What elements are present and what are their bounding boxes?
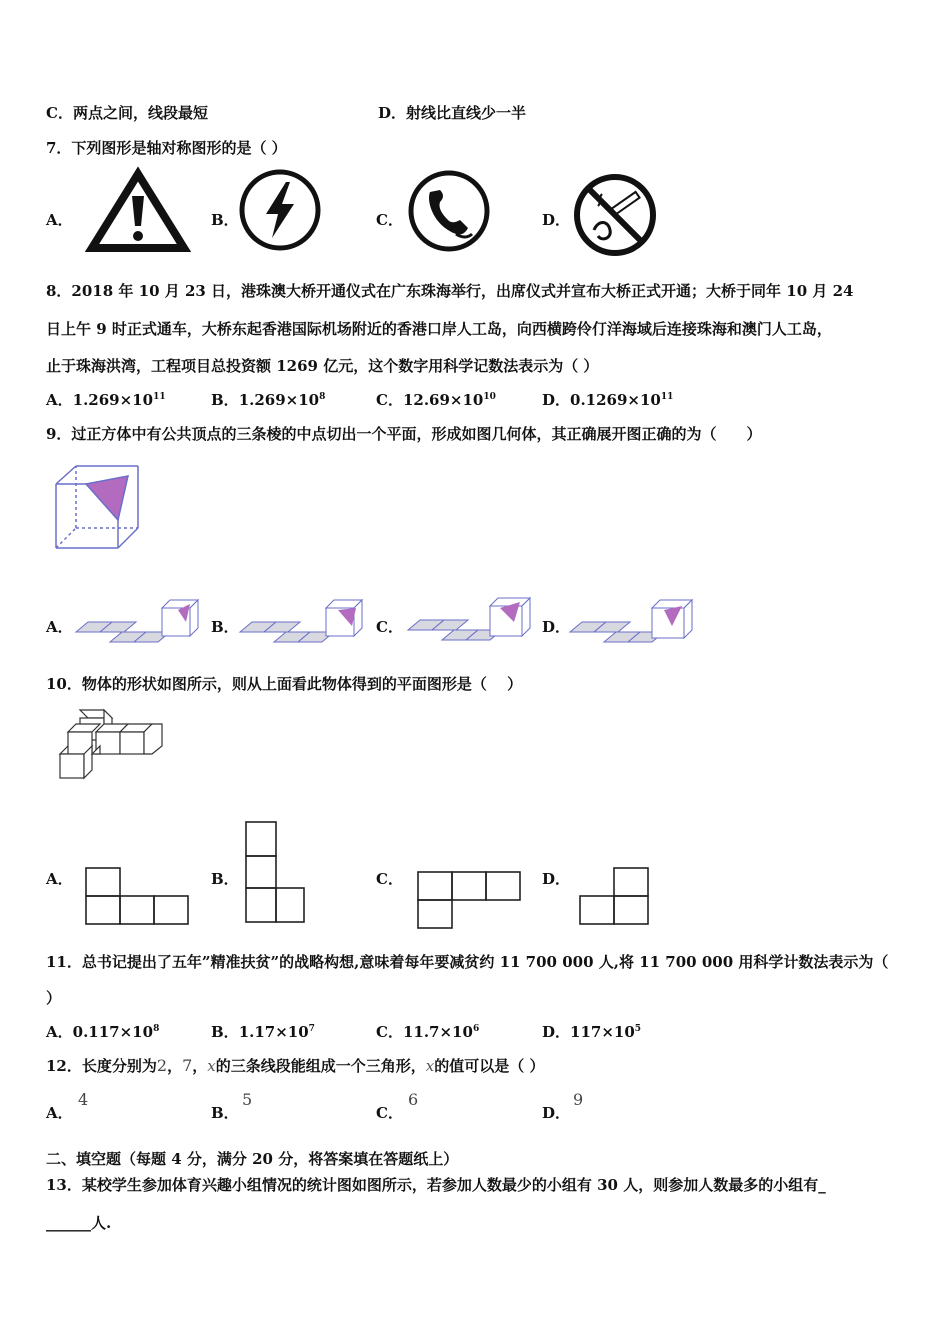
q11-stem-line1: 11．总书记提出了五年”精准扶贫”的战略构想,意味着每年要减贫约 11 700 000 人,将 11 700 000 用科学计数法表示为（ bbox=[46, 953, 889, 971]
q7-label-b: B． bbox=[211, 211, 239, 229]
q11-option-d: D．$117\times 10^5$ bbox=[542, 1023, 642, 1041]
q12-stem: 12．长度分别为2，7，x的三条线段能组成一个三角形，x的值可以是（ ） bbox=[46, 1056, 545, 1075]
section-title: 二、填空题（每题 4 分，满分 20 分，将答案填在答题纸上） bbox=[46, 1150, 459, 1168]
net-option-b bbox=[238, 598, 366, 650]
cube-stack-figure bbox=[56, 706, 166, 784]
q9-label-c: C． bbox=[376, 618, 403, 636]
q8-stem-line2: 日上午 9 时正式通车，大桥东起香港国际机场附近的香港口岸人工岛，向西横跨伶仃洋海域后连接珠海和澳门人工岛， bbox=[46, 320, 832, 338]
q6-option-d: D．射线比直线少一半 bbox=[378, 104, 527, 122]
q11-option-b: B．$1.17\times 10^7$ bbox=[211, 1023, 315, 1041]
q12-option-d-value: 9 bbox=[573, 1090, 584, 1109]
q8-stem-line3: 止于珠海洪湾，工程项目总投资额 1269 亿元，这个数字用科学记数法表示为（ ） bbox=[46, 357, 599, 375]
q9-label-a: A． bbox=[46, 618, 73, 636]
q8-option-c: C．$12.69\times 10^{10}$ bbox=[376, 391, 496, 409]
q7-label-d: D． bbox=[542, 211, 571, 229]
q8-option-b: B．$1.269\times 10^8$ bbox=[211, 391, 326, 409]
phone-circle-icon bbox=[406, 168, 492, 254]
q12-option-a-value: 4 bbox=[78, 1090, 89, 1109]
q13-stem-line2: ______人. bbox=[46, 1214, 112, 1232]
q13-stem-line1: 13．某校学生参加体育兴趣小组情况的统计图如图所示，若参加人数最少的小组有 30 人，则参加人数最多的小组有_ bbox=[46, 1176, 826, 1194]
q10-label-a: A． bbox=[46, 870, 73, 888]
q10-label-d: D． bbox=[542, 870, 571, 888]
q7-stem: 7．下列图形是轴对称图形的是（ ） bbox=[46, 139, 287, 157]
q10-label-c: C． bbox=[376, 870, 403, 888]
q12-option-b-value: 5 bbox=[242, 1090, 253, 1109]
net-option-d bbox=[568, 598, 696, 650]
q12-option-c-value: 6 bbox=[408, 1090, 419, 1109]
top-view-option-b bbox=[244, 820, 308, 926]
no-smoking-icon bbox=[572, 172, 658, 258]
q9-label-b: B． bbox=[211, 618, 239, 636]
q11-option-c: C．$11.7\times 10^6$ bbox=[376, 1023, 480, 1041]
lightning-circle-icon bbox=[238, 168, 322, 252]
top-view-option-a bbox=[84, 866, 192, 926]
q11-option-a: A．$0.117\times 10^8$ bbox=[46, 1023, 160, 1041]
q8-stem-line1: 8．2018 年 10 月 23 日，港珠澳大桥开通仪式在广东珠海举行，出席仪式并宣布大桥正式开通；大桥于同年 10 月 24 bbox=[46, 282, 854, 300]
warning-triangle-icon bbox=[88, 170, 188, 252]
q8-option-d: D．$0.1269\times 10^{11}$ bbox=[542, 391, 674, 409]
q8-option-a: A．$1.269\times 10^{11}$ bbox=[46, 391, 166, 409]
top-view-option-d bbox=[578, 866, 654, 928]
cube-cut-figure bbox=[52, 462, 144, 554]
top-view-option-c bbox=[416, 870, 526, 930]
q12-option-c-label: C． bbox=[376, 1104, 403, 1122]
net-option-a bbox=[74, 598, 202, 650]
q7-label-a: A． bbox=[46, 211, 73, 229]
q9-label-d: D． bbox=[542, 618, 571, 636]
q12-option-a-label: A． bbox=[46, 1104, 73, 1122]
net-option-c bbox=[406, 596, 534, 648]
q11-stem-line2: ） bbox=[46, 989, 62, 1007]
q10-label-b: B． bbox=[211, 870, 239, 888]
q12-option-b-label: B． bbox=[211, 1104, 239, 1122]
q7-label-c: C． bbox=[376, 211, 403, 229]
q10-stem: 10．物体的形状如图所示，则从上面看此物体得到的平面图形是（ ） bbox=[46, 675, 523, 693]
q6-option-c: C．两点之间，线段最短 bbox=[46, 104, 208, 122]
q9-stem: 9．过正方体中有公共顶点的三条棱的中点切出一个平面，形成如图几何体，其正确展开图正确的为（ ） bbox=[46, 425, 762, 443]
q12-option-d-label: D． bbox=[542, 1104, 571, 1122]
